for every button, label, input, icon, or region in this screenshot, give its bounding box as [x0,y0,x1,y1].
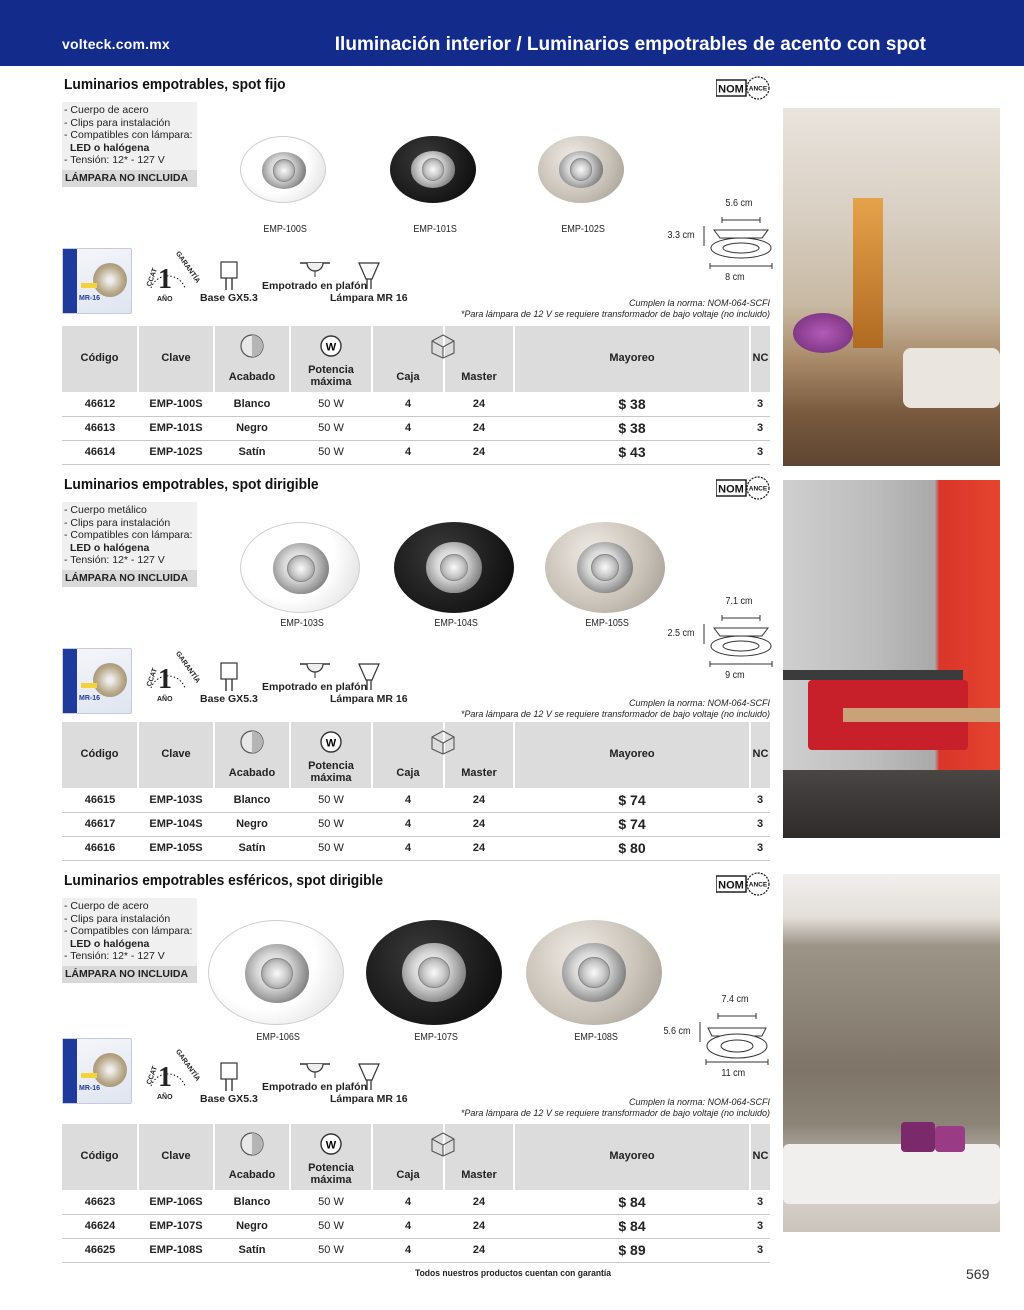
th-potencia: W Potencia máxima [290,326,372,392]
svg-text:W: W [325,737,337,750]
base-gx53-icon [218,261,240,291]
ceiling-recessed-icon [299,658,331,680]
guarantee-label: GARANTÍA [174,650,201,685]
guarantee-years: 1 [158,264,172,295]
cell-caja: 4 [372,1238,444,1262]
cell-nc: 3 [750,788,770,812]
th-caja: Caja [372,326,444,392]
feature-2: - Clips para instalación [64,116,171,129]
guarantee-badge [145,1048,201,1102]
spec-base [200,261,258,304]
cell-master: 24 [444,1214,514,1238]
voltage-note: *Para lámpara de 12 V se requiere transformador de bajo voltaje (no incluido) [460,1108,770,1118]
dimension-height: 2.5 cm [667,628,695,639]
ambient-photo [783,874,1000,1232]
cell-codigo: 46616 [62,836,138,860]
lamp-not-included: LÁMPARA NO INCLUIDA [62,170,197,188]
cell-precio: $ 38 [514,416,750,440]
cell-potencia: 50 W [290,440,372,464]
product-section-2 [0,466,1024,861]
cell-nc: 3 [750,812,770,836]
cell-nc: 3 [750,1214,770,1238]
cell-caja: 4 [372,416,444,440]
feature-4: LED o halógena [70,141,150,154]
product-table [62,722,770,861]
th-master: Master [444,326,514,392]
cell-acabado: Satín [214,836,290,860]
guarantee-year-label: AÑO [157,696,173,703]
th-mayoreo: Mayoreo [514,1124,750,1190]
mr16-lamp-icon [357,662,381,692]
th-acabado: Acabado [214,1124,290,1190]
cell-codigo: 46617 [62,812,138,836]
cell-potencia: 50 W [290,392,372,416]
cell-precio: $ 74 [514,812,750,836]
ambient-photo [783,480,1000,838]
dimension-width: 7.1 cm [725,596,753,607]
feature-2: - Clips para instalación [64,912,171,925]
table-row [62,392,770,416]
th-mayoreo: Mayoreo [514,326,750,392]
dimension-diameter: 8 cm [725,272,745,283]
spec-lampara-label: Lámpara MR 16 [330,292,408,304]
section-title: Luminarios empotrables esféricos, spot dirigible [64,872,384,889]
dimension-diameter: 11 cm [721,1068,746,1079]
th-master: Master [444,1124,514,1190]
guarantee-ccat: CCAT [145,267,159,288]
norm-note [461,298,770,320]
page-title: Iluminación interior / Luminarios empotrables de acento con spot [334,34,926,55]
fixture-label: EMP-107S [414,1032,458,1043]
package-tag: MR-16 [79,1085,101,1092]
lamp-not-included: LÁMPARA NO INCLUIDA [62,570,197,588]
cell-acabado: Negro [214,1214,290,1238]
cell-caja: 4 [372,788,444,812]
product-section-1 [0,66,1024,461]
cell-clave: EMP-104S [138,812,214,836]
th-potencia: W Potencia máxima [290,722,372,788]
dimension-diameter: 9 cm [725,670,745,681]
spec-base-label: Base GX5.3 [200,292,258,304]
cell-clave: EMP-100S [138,392,214,416]
ceiling-recessed-icon [299,1058,331,1080]
cell-master: 24 [444,1238,514,1262]
product-section-3 [0,862,1024,1257]
cell-precio: $ 38 [514,392,750,416]
cell-precio: $ 89 [514,1238,750,1262]
cell-master: 24 [444,836,514,860]
cell-master: 24 [444,440,514,464]
feature-3: - Compatibles con lámpara: [64,529,193,541]
fixture-label: EMP-104S [434,618,478,629]
fixture-image-emp-101s [390,136,476,203]
guarantee-years: 1 [158,664,172,695]
voltage-note: *Para lámpara de 12 V se requiere transformador de bajo voltaje (no incluido) [460,309,770,319]
cell-nc: 3 [750,392,770,416]
cell-codigo: 46615 [62,788,138,812]
th-acabado: Acabado [214,326,290,392]
table-row [62,836,770,860]
table-row [62,416,770,440]
feature-5: - Tensión: 12* - 127 V [64,554,165,566]
guarantee-label: GARANTÍA [174,1048,201,1083]
features-box [62,502,197,587]
svg-text:NOM: NOM [718,83,744,96]
fixture-label: EMP-103S [280,618,324,629]
fixture-image-emp-100s [240,136,326,203]
cell-codigo: 46614 [62,440,138,464]
spec-base-label: Base GX5.3 [200,1093,258,1105]
th-codigo: Código [62,326,138,392]
cell-master: 24 [444,392,514,416]
section-title: Luminarios empotrables, spot dirigible [64,476,319,493]
fixture-image-emp-102s [538,136,624,203]
finish-icon [239,333,265,359]
svg-text:ANCE: ANCE [748,85,768,93]
feature-4: LED o halógena [70,541,150,554]
finish-icon [239,1131,265,1157]
cell-clave: EMP-101S [138,416,214,440]
cell-potencia: 50 W [290,812,372,836]
cell-clave: EMP-103S [138,788,214,812]
cell-codigo: 46623 [62,1190,138,1214]
norm-line: Cumplen la norma: NOM-064-SCFI [628,1097,770,1107]
voltage-note: *Para lámpara de 12 V se requiere transformador de bajo voltaje (no incluido) [460,709,770,719]
cell-precio: $ 80 [514,836,750,860]
nom-certification-icon [716,872,770,896]
cell-potencia: 50 W [290,416,372,440]
spec-lampara-label: Lámpara MR 16 [330,693,408,705]
cell-nc: 3 [750,440,770,464]
guarantee-ccat: CCAT [145,1065,159,1086]
package-tag: MR-16 [79,695,101,702]
feature-3: - Compatibles con lámpara: [64,129,193,141]
th-acabado: Acabado [214,722,290,788]
footer-note: Todos nuestros productos cuentan con garantía [415,1268,612,1278]
table-row [62,440,770,464]
cell-caja: 4 [372,1190,444,1214]
cell-caja: 4 [372,836,444,860]
cell-acabado: Negro [214,812,290,836]
fixture-label: EMP-102S [561,224,605,235]
cell-clave: EMP-108S [138,1238,214,1262]
th-nc: NC [750,722,770,788]
cell-clave: EMP-106S [138,1190,214,1214]
package-tag: MR-16 [79,295,101,302]
product-table [62,326,770,465]
th-caja: Caja [372,722,444,788]
page-number: 569 [966,1266,990,1282]
cell-acabado: Satín [214,440,290,464]
site-url[interactable]: volteck.com.mx [62,36,170,52]
th-nc: NC [750,1124,770,1190]
cell-nc: 3 [750,836,770,860]
cell-nc: 3 [750,416,770,440]
svg-text:NOM: NOM [718,879,744,892]
svg-text:ANCE: ANCE [748,485,768,493]
table-row [62,788,770,812]
fixture-label: EMP-101S [413,224,457,235]
table-row [62,1238,770,1262]
cell-potencia: 50 W [290,788,372,812]
svg-text:NOM: NOM [718,483,744,496]
feature-4: LED o halógena [70,937,150,950]
svg-text:ANCE: ANCE [748,881,768,889]
power-watt-icon [318,1131,344,1157]
base-gx53-icon [218,662,240,692]
guarantee-ccat: CCAT [145,667,159,688]
mr16-lamp-icon [357,261,381,291]
cell-master: 24 [444,416,514,440]
finish-icon [239,729,265,755]
feature-1: - Cuerpo de acero [64,900,149,912]
nom-certification-icon [716,76,770,100]
spec-empotrado-label: Empotrado en plafón [262,681,367,693]
cell-potencia: 50 W [290,1190,372,1214]
feature-1: - Cuerpo metálico [64,504,147,516]
ceiling-recessed-icon [299,257,331,279]
fixture-label: EMP-105S [585,618,629,629]
nom-certification-icon [716,476,770,500]
fixture-image-emp-107s [366,920,502,1025]
fixture-image-emp-105s [545,522,665,613]
cell-precio: $ 84 [514,1214,750,1238]
table-row [62,812,770,836]
spec-empotrado-label: Empotrado en plafón [262,280,367,292]
th-caja: Caja [372,1124,444,1190]
th-mayoreo: Mayoreo [514,722,750,788]
norm-note [461,1097,770,1119]
fixture-image-emp-103s [240,522,360,613]
spec-base [200,662,258,705]
cell-master: 24 [444,812,514,836]
guarantee-years: 1 [158,1062,172,1093]
th-nc: NC [750,326,770,392]
mr16-lamp-icon [357,1062,381,1092]
cell-codigo: 46624 [62,1214,138,1238]
feature-3: - Compatibles con lámpara: [64,925,193,937]
cell-precio: $ 84 [514,1190,750,1214]
table-row [62,1190,770,1214]
cell-precio: $ 43 [514,440,750,464]
spec-base [200,1062,258,1105]
guarantee-badge [145,650,201,704]
dimension-height: 5.6 cm [663,1026,691,1037]
cell-acabado: Blanco [214,392,290,416]
cell-nc: 3 [750,1190,770,1214]
guarantee-year-label: AÑO [157,296,173,303]
guarantee-label: GARANTÍA [174,250,201,285]
norm-note [461,698,770,720]
dimension-height: 3.3 cm [667,230,695,241]
ambient-photo [783,108,1000,466]
spec-lampara-label: Lámpara MR 16 [330,1093,408,1105]
product-package-image [62,648,132,714]
spec-empotrado-label: Empotrado en plafón [262,1081,367,1093]
cell-potencia: 50 W [290,1238,372,1262]
th-clave: Clave [138,722,214,788]
cell-nc: 3 [750,1238,770,1262]
features-box [62,898,197,983]
spec-lampara [330,261,408,304]
fixture-image-emp-104s [394,522,514,613]
cell-acabado: Blanco [214,788,290,812]
spec-lampara [330,662,408,705]
power-watt-icon [318,333,344,359]
cell-codigo: 46613 [62,416,138,440]
guarantee-badge [145,250,201,304]
fixture-image-emp-106s [208,920,344,1025]
product-package-image [62,248,132,314]
feature-5: - Tensión: 12* - 127 V [64,950,165,962]
cell-clave: EMP-102S [138,440,214,464]
cell-caja: 4 [372,440,444,464]
norm-line: Cumplen la norma: NOM-064-SCFI [628,298,770,308]
th-codigo: Código [62,1124,138,1190]
guarantee-year-label: AÑO [157,1094,173,1101]
feature-5: - Tensión: 12* - 127 V [64,154,165,166]
cell-potencia: 50 W [290,1214,372,1238]
feature-1: - Cuerpo de acero [64,104,149,116]
cell-master: 24 [444,1190,514,1214]
cell-codigo: 46625 [62,1238,138,1262]
th-potencia: W Potencia máxima [290,1124,372,1190]
power-watt-icon [318,729,344,755]
features-box [62,102,197,187]
cell-clave: EMP-107S [138,1214,214,1238]
feature-2: - Clips para instalación [64,516,171,529]
cell-acabado: Satín [214,1238,290,1262]
section-title: Luminarios empotrables, spot fijo [64,76,286,93]
lamp-not-included: LÁMPARA NO INCLUIDA [62,966,197,984]
cell-acabado: Negro [214,416,290,440]
th-codigo: Código [62,722,138,788]
svg-text:W: W [325,341,337,354]
base-gx53-icon [218,1062,240,1092]
cell-potencia: 50 W [290,836,372,860]
cell-master: 24 [444,788,514,812]
svg-text:W: W [325,1139,337,1152]
fixture-label: EMP-100S [263,224,307,235]
fixture-image-emp-108s [526,920,662,1025]
th-clave: Clave [138,1124,214,1190]
cell-caja: 4 [372,392,444,416]
spec-lampara [330,1062,408,1105]
dimension-width: 5.6 cm [725,198,753,209]
product-package-image [62,1038,132,1104]
cell-acabado: Blanco [214,1190,290,1214]
cell-caja: 4 [372,1214,444,1238]
th-master: Master [444,722,514,788]
norm-line: Cumplen la norma: NOM-064-SCFI [628,698,770,708]
product-table [62,1124,770,1263]
cell-clave: EMP-105S [138,836,214,860]
spec-base-label: Base GX5.3 [200,693,258,705]
th-clave: Clave [138,326,214,392]
cell-precio: $ 74 [514,788,750,812]
page-header [0,0,1024,66]
dimension-width: 7.4 cm [721,994,749,1005]
fixture-label: EMP-108S [574,1032,618,1043]
cell-codigo: 46612 [62,392,138,416]
cell-caja: 4 [372,812,444,836]
fixture-label: EMP-106S [256,1032,300,1043]
table-row [62,1214,770,1238]
